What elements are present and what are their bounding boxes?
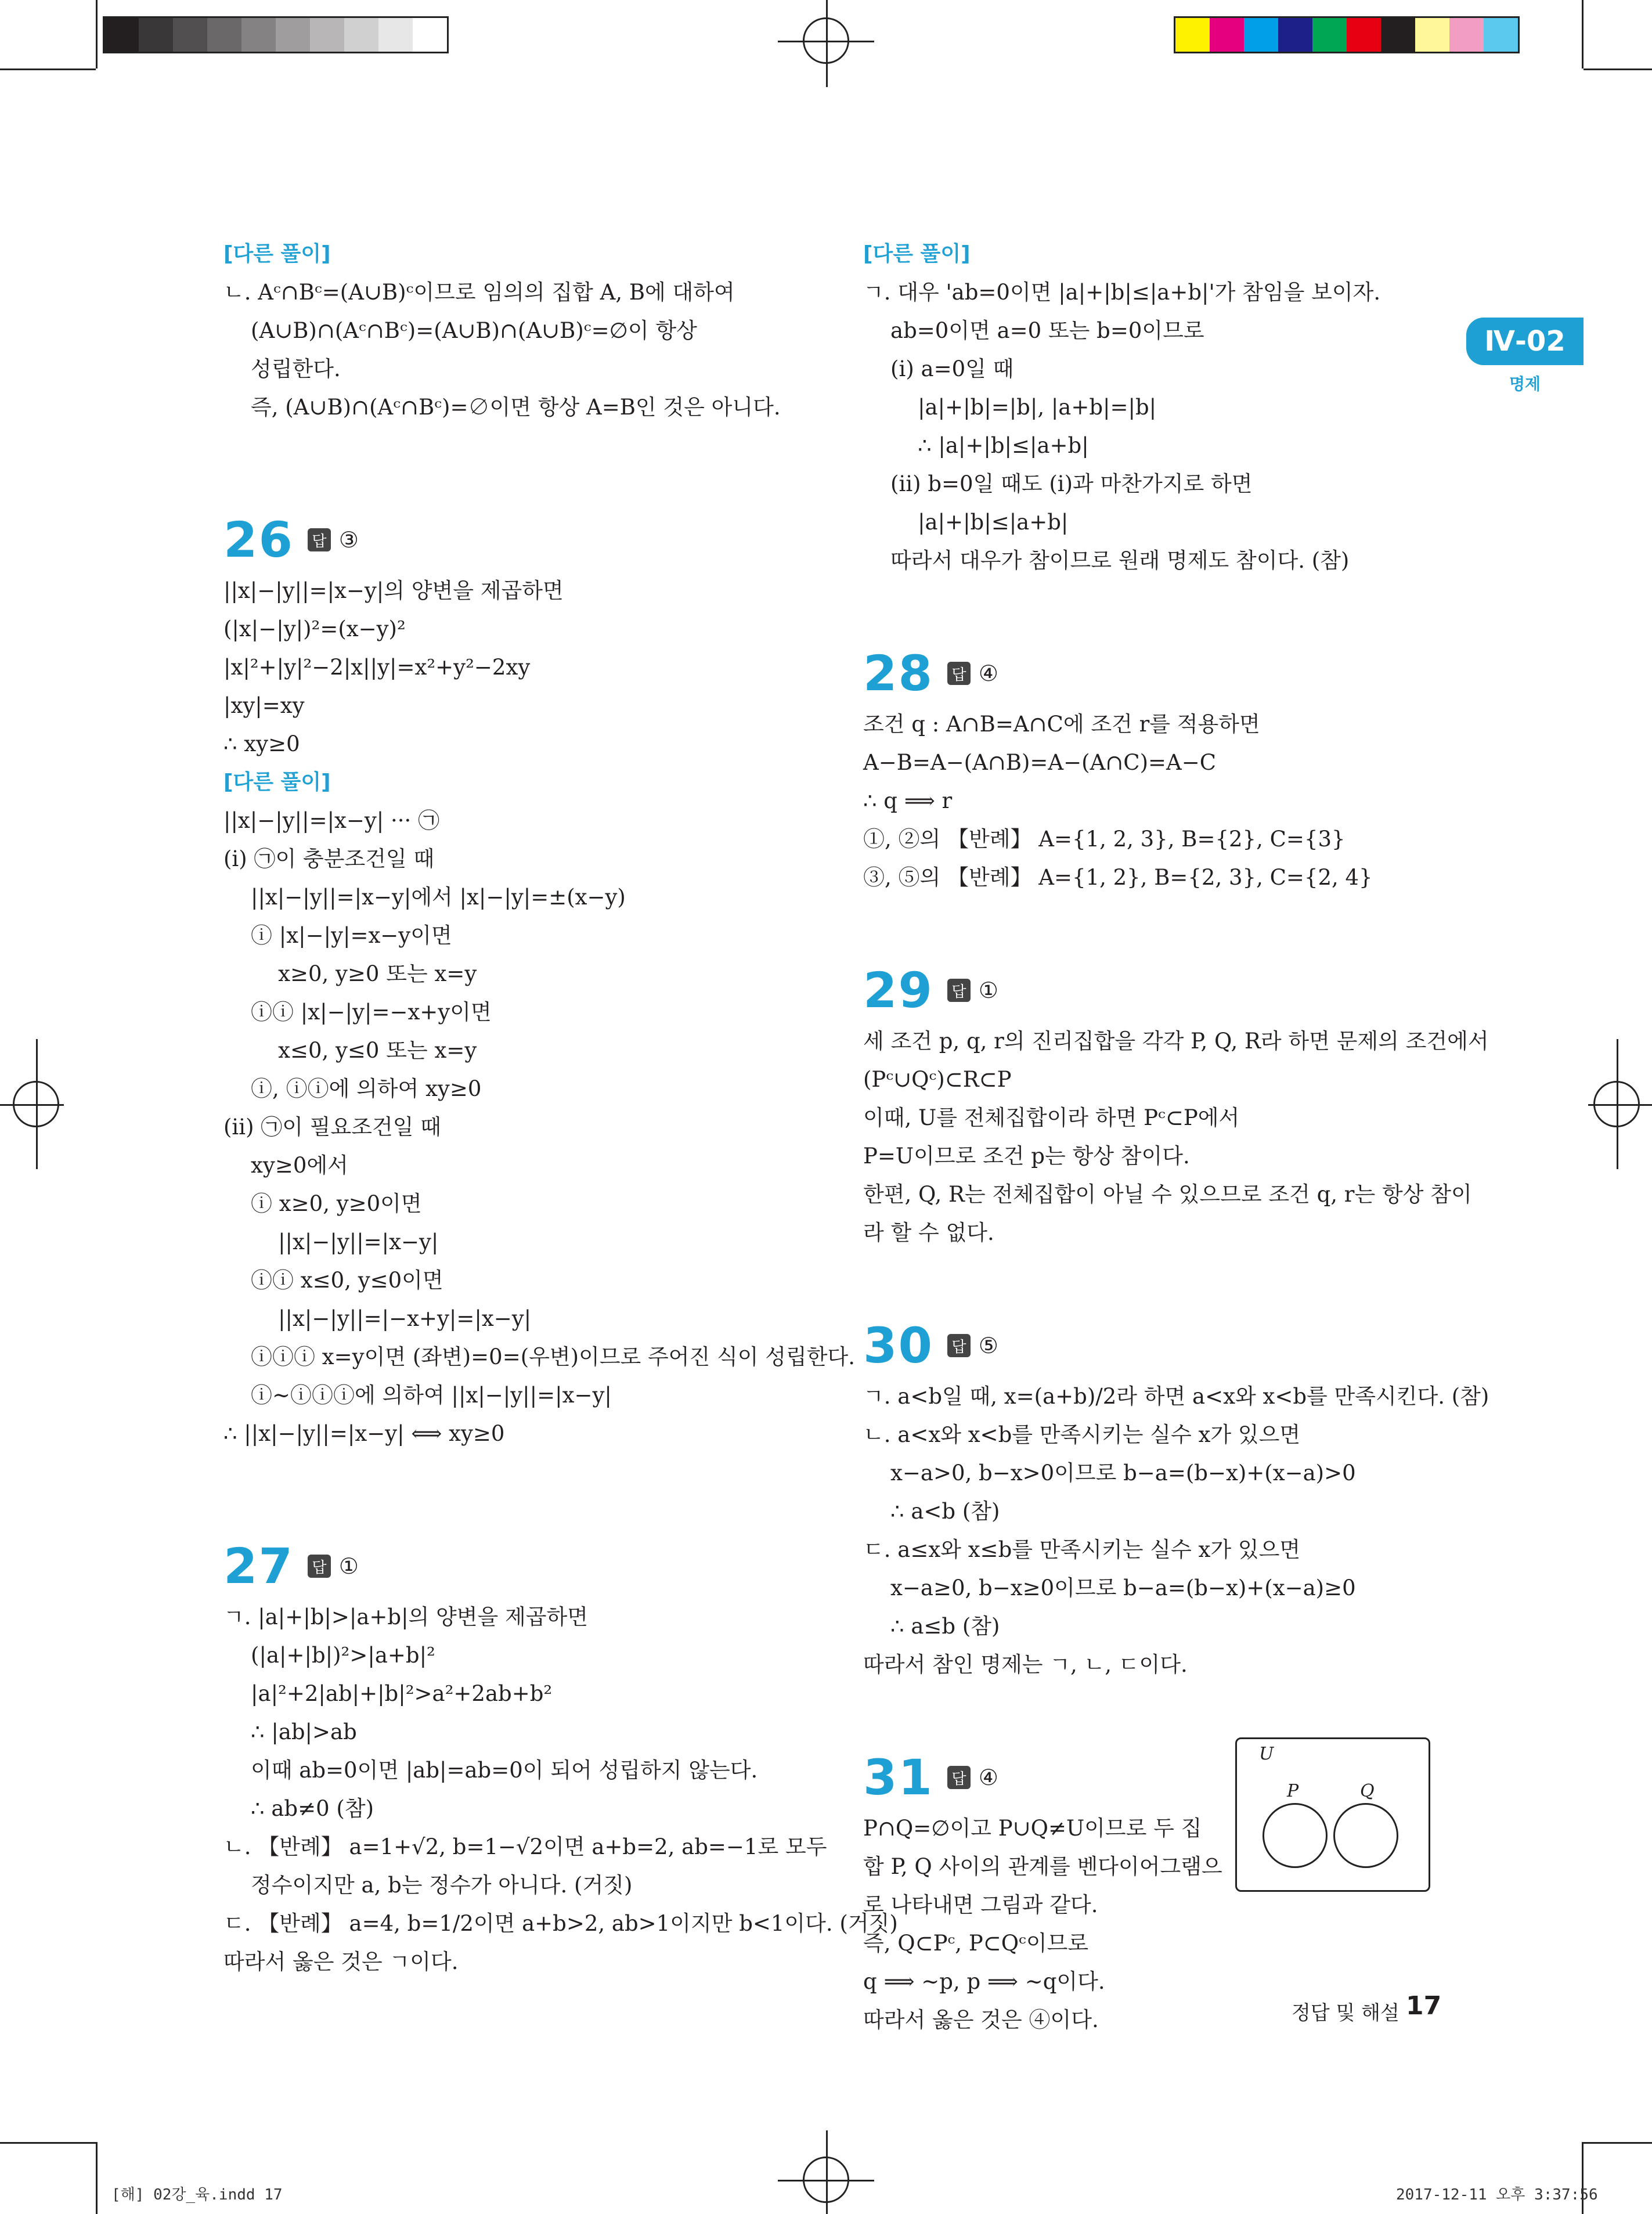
problem-number: 30 <box>863 1317 933 1374</box>
text-line: 즉, (A∪B)∩(Aᶜ∩Bᶜ)=∅이면 항상 A=B인 것은 아니다. <box>223 395 781 420</box>
color-swatch <box>241 18 276 52</box>
text-line: 따라서 대우가 참이므로 원래 명제도 참이다. (참) <box>863 548 1350 573</box>
set-p-circle <box>1263 1803 1328 1868</box>
set-q-circle <box>1333 1803 1398 1868</box>
text-line: (Pᶜ∪Qᶜ)⊂R⊂P <box>863 1067 1012 1092</box>
text-line: |a|+|b|=|b|, |a+b|=|b| <box>863 395 1157 420</box>
problem-26-header <box>223 508 816 572</box>
text-line: 따라서 참인 명제는 ㄱ, ㄴ, ㄷ이다. <box>863 1652 1188 1677</box>
text-line: ∴ ||x|−|y||=|x−y| ⟺ xy≥0 <box>223 1421 505 1446</box>
text-line: ⓘ~ⓘⓘⓘ에 의하여 ||x|−|y||=|x−y| <box>223 1383 612 1408</box>
text-line: ∴ a<b (참) <box>863 1499 1000 1524</box>
crop-mark <box>1584 68 1652 70</box>
slug-timestamp: 2017-12-11 오후 3:37:56 <box>1396 2186 1598 2204</box>
text-line: ab=0이면 a=0 또는 b=0이므로 <box>863 318 1204 343</box>
color-swatch <box>378 18 413 52</box>
chapter-tab: Ⅳ-02 <box>1466 318 1584 365</box>
text-line: ①, ②의 【반례】 A={1, 2, 3}, B={2}, C={3} <box>863 827 1346 852</box>
set-p-label: P <box>1287 1781 1299 1801</box>
registration-mark <box>778 41 874 42</box>
text-line: (|a|+|b|)²>|a+b|² <box>223 1643 435 1668</box>
text-line: (ⅱ) ㉠이 필요조건일 때 <box>223 1115 442 1140</box>
answer-choice: ③ <box>338 527 359 553</box>
text-line: ∴ q ⟹ r <box>863 788 953 813</box>
color-swatch <box>1347 18 1381 52</box>
text-line: ㄴ. 【반례】 a=1+√2, b=1−√2이면 a+b=2, ab=−1로 모두 <box>223 1834 827 1859</box>
text-line: x−a>0, b−x>0이므로 b−a=(b−x)+(x−a)>0 <box>863 1461 1356 1485</box>
text-line: 세 조건 p, q, r의 진리집합을 각각 P, Q, R라 하면 문제의 조건에서 <box>863 1029 1489 1054</box>
text-line: ㄴ. a<x와 x<b를 만족시키는 실수 x가 있으면 <box>863 1422 1301 1447</box>
text-line: 조건 q : A∩B=A∩C에 조건 r를 적용하면 <box>863 712 1260 737</box>
color-swatch <box>139 18 173 52</box>
problem-28-header <box>863 641 1455 705</box>
color-swatch <box>1484 18 1518 52</box>
alt-solution-title: [다른 풀이] <box>863 242 971 266</box>
color-swatch <box>1244 18 1278 52</box>
text-line: |a|+|b|≤|a+b| <box>863 510 1069 535</box>
text-line: ⓘ x≥0, y≥0이면 <box>223 1191 422 1216</box>
problem-number: 26 <box>223 511 294 568</box>
crop-mark <box>96 0 98 68</box>
problem-28-solution <box>863 705 1455 897</box>
slug-filename: [해] 02강_육.indd 17 <box>111 2186 283 2204</box>
text-line: x−a≥0, b−x≥0이므로 b−a=(b−x)+(x−a)≥0 <box>863 1575 1356 1600</box>
crop-mark <box>0 68 96 70</box>
answer-choice: ① <box>978 978 998 1003</box>
problem-number: 31 <box>863 1749 933 1806</box>
text-line: 한편, Q, R는 전체집합이 아닐 수 있으므로 조건 q, r는 항상 참이 <box>863 1182 1472 1207</box>
problem-29-solution <box>863 1022 1489 1252</box>
color-swatch <box>1278 18 1312 52</box>
text-line: ③, ⑤의 【반례】 A={1, 2}, B={2, 3}, C={2, 4} <box>863 865 1373 890</box>
answer-badge: 답 <box>308 1555 331 1578</box>
color-swatch <box>413 18 447 52</box>
text-line: ⓘⓘⓘ x=y이면 (좌변)=0=(우변)이므로 주어진 식이 성립한다. <box>223 1344 856 1369</box>
registration-mark <box>1588 1104 1652 1106</box>
crop-mark <box>96 2142 98 2214</box>
problem-number: 28 <box>863 645 933 702</box>
alt-solution-title: [다른 풀이] <box>223 770 331 794</box>
color-swatch <box>1175 18 1210 52</box>
text-line: ∴ xy≥0 <box>223 731 300 756</box>
text-line: P∩Q=∅이고 P∪Q≠U이므로 두 집 <box>863 1816 1202 1841</box>
text-line: x≥0, y≥0 또는 x=y <box>223 961 477 986</box>
problem-26-solution <box>223 572 816 763</box>
answer-choice: ① <box>338 1553 359 1579</box>
process-color-bar <box>1174 16 1520 53</box>
text-line: x≤0, y≤0 또는 x=y <box>223 1038 477 1063</box>
crop-mark <box>0 2142 96 2144</box>
universe-label: U <box>1259 1744 1274 1764</box>
registration-mark <box>0 1104 64 1106</box>
text-line: ||x|−|y||=|x−y| ··· ㉠ <box>223 808 440 833</box>
text-line: 합 P, Q 사이의 관계를 벤다이어그램으 <box>863 1854 1222 1879</box>
text-line: 정수이지만 a, b는 정수가 아니다. (거짓) <box>223 1873 633 1898</box>
text-line: 따라서 옳은 것은 ④이다. <box>863 2007 1099 2032</box>
color-swatch <box>207 18 241 52</box>
color-swatch <box>104 18 139 52</box>
text-line: ㄱ. 대우 'ab=0이면 |a|+|b|≤|a+b|'가 참임을 보이자. <box>863 280 1381 305</box>
text-line: |x|²+|y|²−2|x||y|=x²+y²−2xy <box>223 655 531 680</box>
text-line: (ⅰ) a=0일 때 <box>863 356 1014 381</box>
text-line: xy≥0에서 <box>223 1153 348 1178</box>
color-swatch <box>1312 18 1347 52</box>
crop-mark <box>1584 2142 1652 2144</box>
text-line: (ⅱ) b=0일 때도 (ⅰ)과 마찬가지로 하면 <box>863 471 1253 496</box>
color-swatch <box>1381 18 1415 52</box>
color-swatch <box>310 18 344 52</box>
color-swatch <box>1210 18 1244 52</box>
text-line: 라 할 수 없다. <box>863 1220 994 1245</box>
text-line: ⓘ |x|−|y|=x−y이면 <box>223 923 452 948</box>
text-line: |a|²+2|ab|+|b|²>a²+2ab+b² <box>223 1681 553 1706</box>
problem-26-alt-solution <box>223 802 856 1453</box>
text-line: 즉, Q⊂Pᶜ, P⊂Qᶜ이므로 <box>863 1931 1089 1956</box>
set-q-label: Q <box>1360 1781 1375 1801</box>
text-line: ⓘⓘ x≤0, y≤0이면 <box>223 1268 443 1293</box>
answer-choice: ④ <box>978 661 998 686</box>
registration-mark <box>826 0 828 87</box>
page-number: 17 <box>1406 1991 1442 2021</box>
text-line: 성립한다. <box>223 356 341 381</box>
alt-solution-body <box>223 273 816 427</box>
text-line: ∴ |ab|>ab <box>223 1719 357 1744</box>
text-line: P=U이므로 조건 p는 항상 참이다. <box>863 1144 1190 1169</box>
crop-mark <box>1582 0 1584 68</box>
text-line: ∴ ab≠0 (참) <box>223 1796 374 1821</box>
text-line: ∴ a≤b (참) <box>863 1614 1000 1639</box>
text-line: ㄴ. Aᶜ∩Bᶜ=(A∪B)ᶜ이므로 임의의 집합 A, B에 대하여 <box>223 280 735 305</box>
color-swatch <box>1449 18 1484 52</box>
problem-30-header <box>863 1314 1455 1378</box>
text-line: ||x|−|y||=|x−y| <box>223 1229 439 1254</box>
problem-number: 27 <box>223 1538 294 1595</box>
text-line: (A∪B)∩(Aᶜ∩Bᶜ)=(A∪B)∩(A∪B)ᶜ=∅이 항상 <box>223 318 697 343</box>
color-swatch <box>173 18 207 52</box>
text-line: ㄷ. a≤x와 x≤b를 만족시키는 실수 x가 있으면 <box>863 1537 1301 1562</box>
answer-choice: ⑤ <box>978 1333 998 1358</box>
answer-choice: ④ <box>978 1765 998 1790</box>
text-line: 이때, U를 전체집합이라 하면 Pᶜ⊂P에서 <box>863 1105 1240 1130</box>
venn-diagram <box>1235 1737 1430 1892</box>
text-line: A−B=A−(A∩B)=A−(A∩C)=A−C <box>863 750 1217 775</box>
text-line: ㄱ. |a|+|b|>|a+b|의 양변을 제곱하면 <box>223 1604 589 1629</box>
answer-badge: 답 <box>947 1334 971 1357</box>
answer-badge: 답 <box>947 662 971 685</box>
text-line: 이때 ab=0이면 |ab|=ab=0이 되어 성립하지 않는다. <box>223 1758 758 1783</box>
footer-label: 정답 및 해설 <box>1292 2002 1399 2025</box>
color-swatch <box>344 18 378 52</box>
registration-mark <box>826 2130 828 2214</box>
text-line: ||x|−|y||=|−x+y|=|x−y| <box>223 1306 532 1331</box>
alt-solution-title: [다른 풀이] <box>223 242 331 266</box>
text-line: q ⟹ ~p, p ⟹ ~q이다. <box>863 1969 1105 1994</box>
text-line: ⓘ, ⓘⓘ에 의하여 xy≥0 <box>223 1076 482 1101</box>
problem-30-solution <box>863 1378 1489 1684</box>
registration-mark <box>778 2180 874 2181</box>
text-line: ㄷ. 【반례】 a=4, b=1/2이면 a+b>2, ab>1이지만 b<1이다. (거짓) <box>223 1911 898 1936</box>
answer-badge: 답 <box>308 528 331 551</box>
text-line: 로 나타내면 그림과 같다. <box>863 1892 1098 1917</box>
answer-badge: 답 <box>947 979 971 1002</box>
problem-29-header <box>863 958 1455 1022</box>
text-line: ∴ |a|+|b|≤|a+b| <box>863 433 1089 458</box>
color-swatch <box>276 18 310 52</box>
text-line: ||x|−|y||=|x−y|에서 |x|−|y|=±(x−y) <box>223 885 626 910</box>
grayscale-color-bar <box>103 16 449 53</box>
problem-27-header <box>223 1534 816 1598</box>
text-line: (ⅰ) ㉠이 충분조건일 때 <box>223 846 435 871</box>
text-line: ||x|−|y||=|x−y|의 양변을 제곱하면 <box>223 578 564 603</box>
answer-badge: 답 <box>947 1766 971 1789</box>
chapter-label: 명제 <box>1509 374 1541 394</box>
text-line: |xy|=xy <box>223 693 305 718</box>
text-line: ⓘⓘ |x|−|y|=−x+y이면 <box>223 1000 492 1025</box>
color-swatch <box>1415 18 1449 52</box>
text-line: 따라서 옳은 것은 ㄱ이다. <box>223 1949 459 1974</box>
text-line: ㄱ. a<b일 때, x=(a+b)/2라 하면 a<x와 x<b를 만족시킨다. (참) <box>863 1384 1489 1409</box>
alt-solution-body <box>863 273 1455 580</box>
text-line: (|x|−|y|)²=(x−y)² <box>223 616 406 641</box>
problem-number: 29 <box>863 962 933 1019</box>
